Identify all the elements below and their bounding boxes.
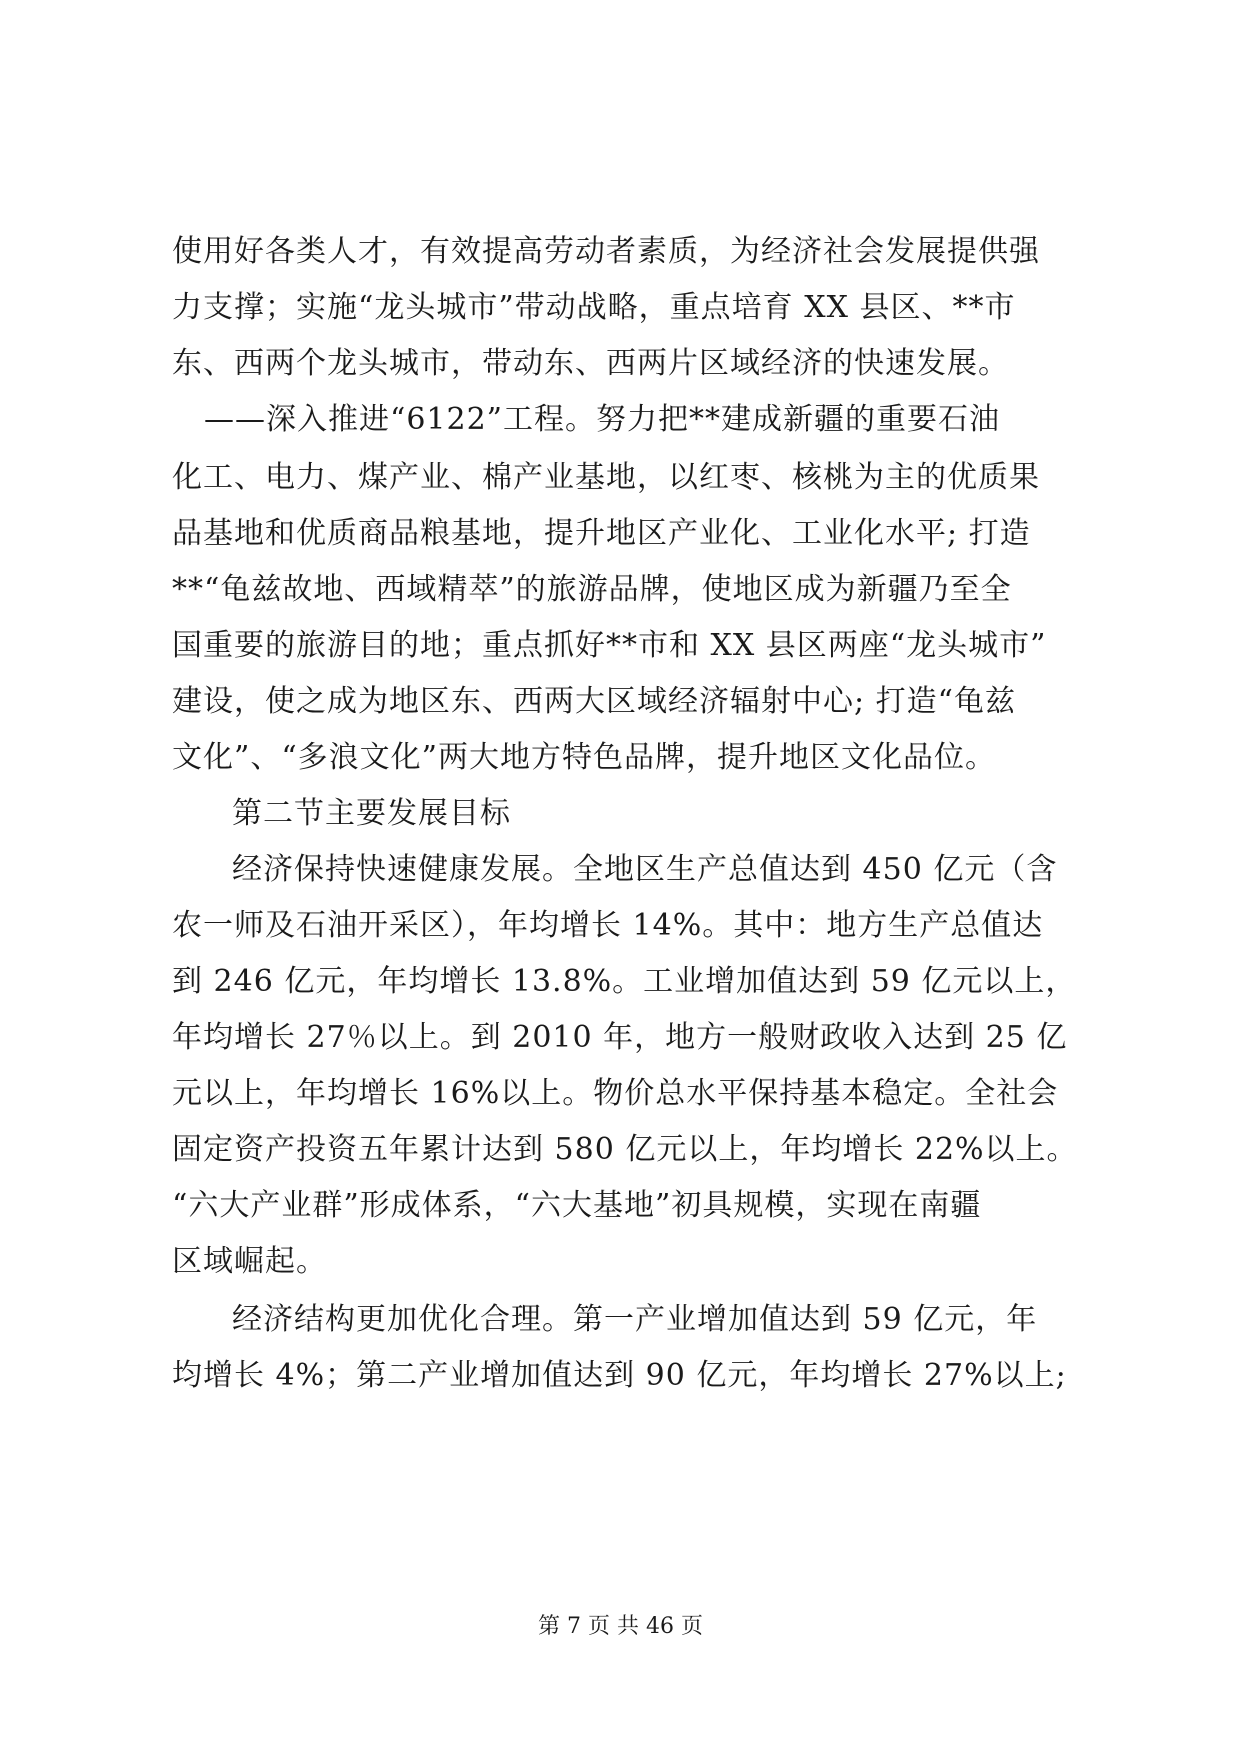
section-heading: 第二节主要发展目标 [232,796,511,831]
text-line: 农一师及石油开采区），年均增长 14%。其中：地方生产总值达 [172,908,1044,943]
text-line: “六大产业群”形成体系，“六大基地”初具规模，实现在南疆 [172,1188,982,1223]
text-line: 东、西两个龙头城市，带动东、西两片区域经济的快速发展。 [172,346,1009,381]
text-line: 文化”、“多浪文化”两大地方特色品牌，提升地区文化品位。 [172,740,997,775]
text-line: **“龟兹故地、西域精萃”的旅游品牌，使地区成为新疆乃至全 [172,572,1012,607]
text-line: ——深入推进“6122”工程。努力把**建成新疆的重要石油 [204,402,1001,437]
text-line: 化工、电力、煤产业、棉产业基地，以红枣、核桃为主的优质果 [172,460,1040,495]
page-number-footer: 第 7 页 共 46 页 [538,1614,703,1639]
text-line: 经济结构更加优化合理。第一产业增加值达到 59 亿元，年 [232,1302,1038,1337]
text-line: 年均增长 27％以上。到 2010 年，地方一般财政收入达到 25 亿 [172,1020,1068,1055]
text-line: 均增长 4%；第二产业增加值达到 90 亿元，年均增长 27%以上; [172,1358,1067,1393]
text-line: 力支撑；实施“龙头城市”带动战略，重点培育 XX 县区、**市 [172,290,1016,325]
text-line: 固定资产投资五年累计达到 580 亿元以上，年均增长 22%以上。 [172,1132,1078,1167]
text-line: 国重要的旅游目的地；重点抓好**市和 XX 县区两座“龙头城市” [172,628,1047,663]
text-line: 区域崛起。 [172,1244,327,1279]
text-line: 经济保持快速健康发展。全地区生产总值达到 450 亿元（含 [232,852,1058,887]
text-line: 到 246 亿元，年均增长 13.8%。工业增加值达到 59 亿元以上， [172,964,1077,999]
text-line: 元以上，年均增长 16%以上。物价总水平保持基本稳定。全社会 [172,1076,1059,1111]
text-line: 品基地和优质商品粮基地，提升地区产业化、工业化水平; 打造 [172,516,1031,551]
text-line: 建设，使之成为地区东、西两大区域经济辐射中心; 打造“龟兹 [172,684,1016,719]
text-line: 使用好各类人才，有效提高劳动者素质，为经济社会发展提供强 [172,234,1040,269]
